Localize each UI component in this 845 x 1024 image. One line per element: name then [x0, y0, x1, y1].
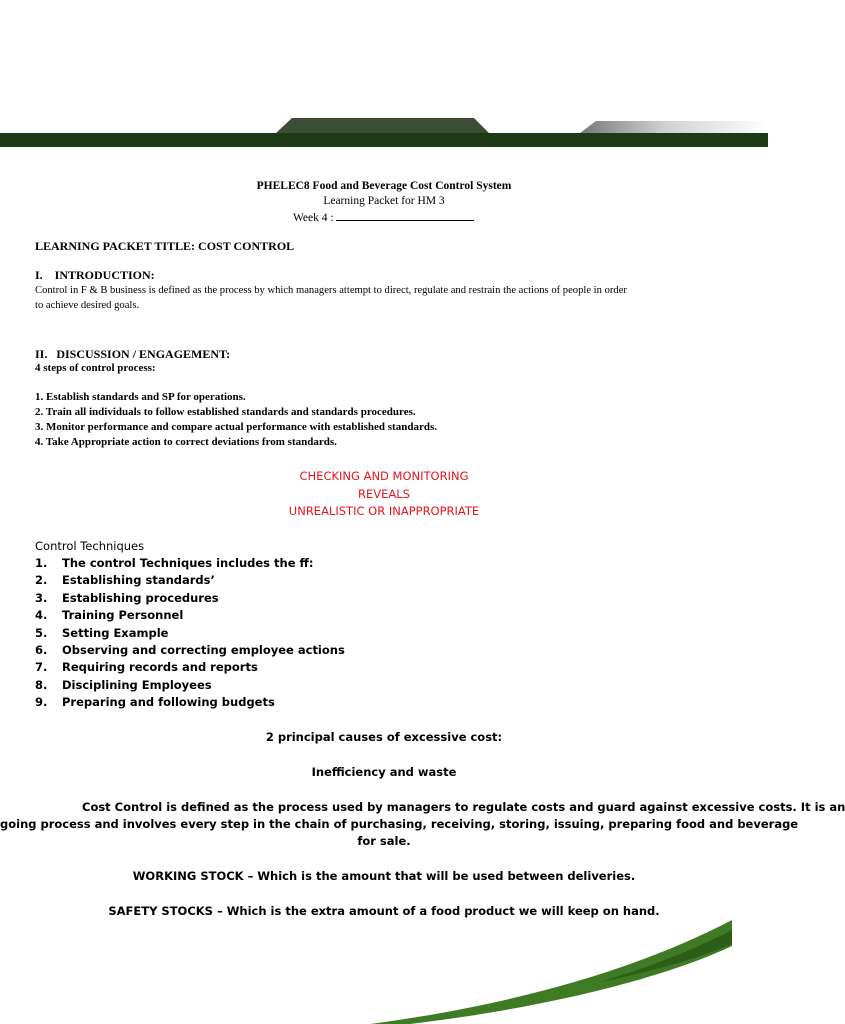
technique-item	[35, 607, 345, 624]
safety-stocks-definition: SAFETY STOCKS – Which is the extra amount of a food product we will keep on hand.	[108, 904, 660, 918]
cost-control-line-2: going process and involves every step in the chain of purchasing, receiving, storing, issuing, preparing food and beverage	[0, 817, 799, 831]
introduction-line-1: Control in F & B business is defined as the process by which managers attempt to direct, regulate and restrain the actions of people in order	[35, 285, 627, 296]
causes-heading: 2 principal causes of excessive cost:	[265, 730, 503, 744]
techniques-heading: Control Techniques	[35, 539, 145, 553]
technique-number: 3.	[35, 590, 48, 605]
discussion-heading: II. DISCUSSION / ENGAGEMENT:	[35, 347, 231, 361]
technique-text: Disciplining Employees	[62, 677, 212, 692]
week-blank	[336, 210, 474, 221]
technique-number: 7.	[35, 660, 48, 675]
control-step: 2. Train all individuals to follow established standards and standards procedures.	[35, 406, 416, 418]
technique-text: Establishing standards’	[62, 573, 215, 588]
packet-title: LEARNING PACKET TITLE: COST CONTROL	[35, 239, 295, 253]
technique-item	[35, 659, 345, 676]
course-title: PHELEC8 Food and Beverage Cost Control System	[256, 180, 512, 192]
technique-number: 1.	[35, 556, 48, 570]
technique-text: Observing and correcting employee actions	[62, 642, 345, 657]
callout-line-3: UNREALISTIC OR INAPPROPRIATE	[288, 504, 480, 518]
technique-text: Establishing procedures	[62, 590, 219, 605]
technique-text: Setting Example	[62, 625, 169, 640]
technique-number: 5.	[35, 625, 48, 640]
header-stripe-graphic	[0, 0, 768, 160]
control-step: 1. Establish standards and SP for operations.	[35, 391, 246, 403]
technique-item	[35, 694, 345, 711]
steps-subheading: 4 steps of control process:	[35, 362, 156, 374]
control-step: 3. Monitor performance and compare actual performance with established standards.	[35, 421, 437, 433]
technique-number: 6.	[35, 642, 48, 657]
packet-subtitle: Learning Packet for HM 3	[323, 195, 445, 207]
technique-number: 8.	[35, 677, 48, 692]
week-line	[293, 210, 474, 224]
technique-item	[35, 555, 345, 572]
control-step: 4. Take Appropriate action to correct deviations from standards.	[35, 436, 337, 448]
control-steps-list	[35, 390, 437, 450]
technique-number: 9.	[35, 695, 48, 710]
cost-control-line-3: for sale.	[357, 834, 411, 848]
technique-text: The control Techniques includes the ff:	[62, 556, 314, 570]
technique-text: Preparing and following budgets	[62, 695, 275, 710]
introduction-heading: I. INTRODUCTION:	[35, 268, 155, 282]
callout-line-2: REVEALS	[358, 487, 410, 501]
technique-text: Training Personnel	[62, 608, 184, 623]
technique-item	[35, 625, 345, 642]
technique-number: 4.	[35, 608, 48, 623]
introduction-line-2: to achieve desired goals.	[35, 300, 140, 311]
cost-control-line-1: Cost Control is defined as the process used by managers to regulate costs and guard against excessive costs. It is an	[82, 800, 845, 814]
technique-item	[35, 677, 345, 694]
technique-number: 2.	[35, 573, 48, 588]
technique-item	[35, 590, 345, 607]
working-stock-definition: WORKING STOCK – Which is the amount that will be used between deliveries.	[132, 869, 636, 883]
techniques-list	[35, 555, 345, 712]
causes-answer: Inefficiency and waste	[311, 765, 457, 779]
week-label: Week 4 :	[293, 212, 334, 224]
technique-item	[35, 642, 345, 659]
technique-text: Requiring records and reports	[62, 660, 258, 675]
technique-item	[35, 572, 345, 589]
callout-line-1: CHECKING AND MONITORING	[299, 469, 469, 483]
